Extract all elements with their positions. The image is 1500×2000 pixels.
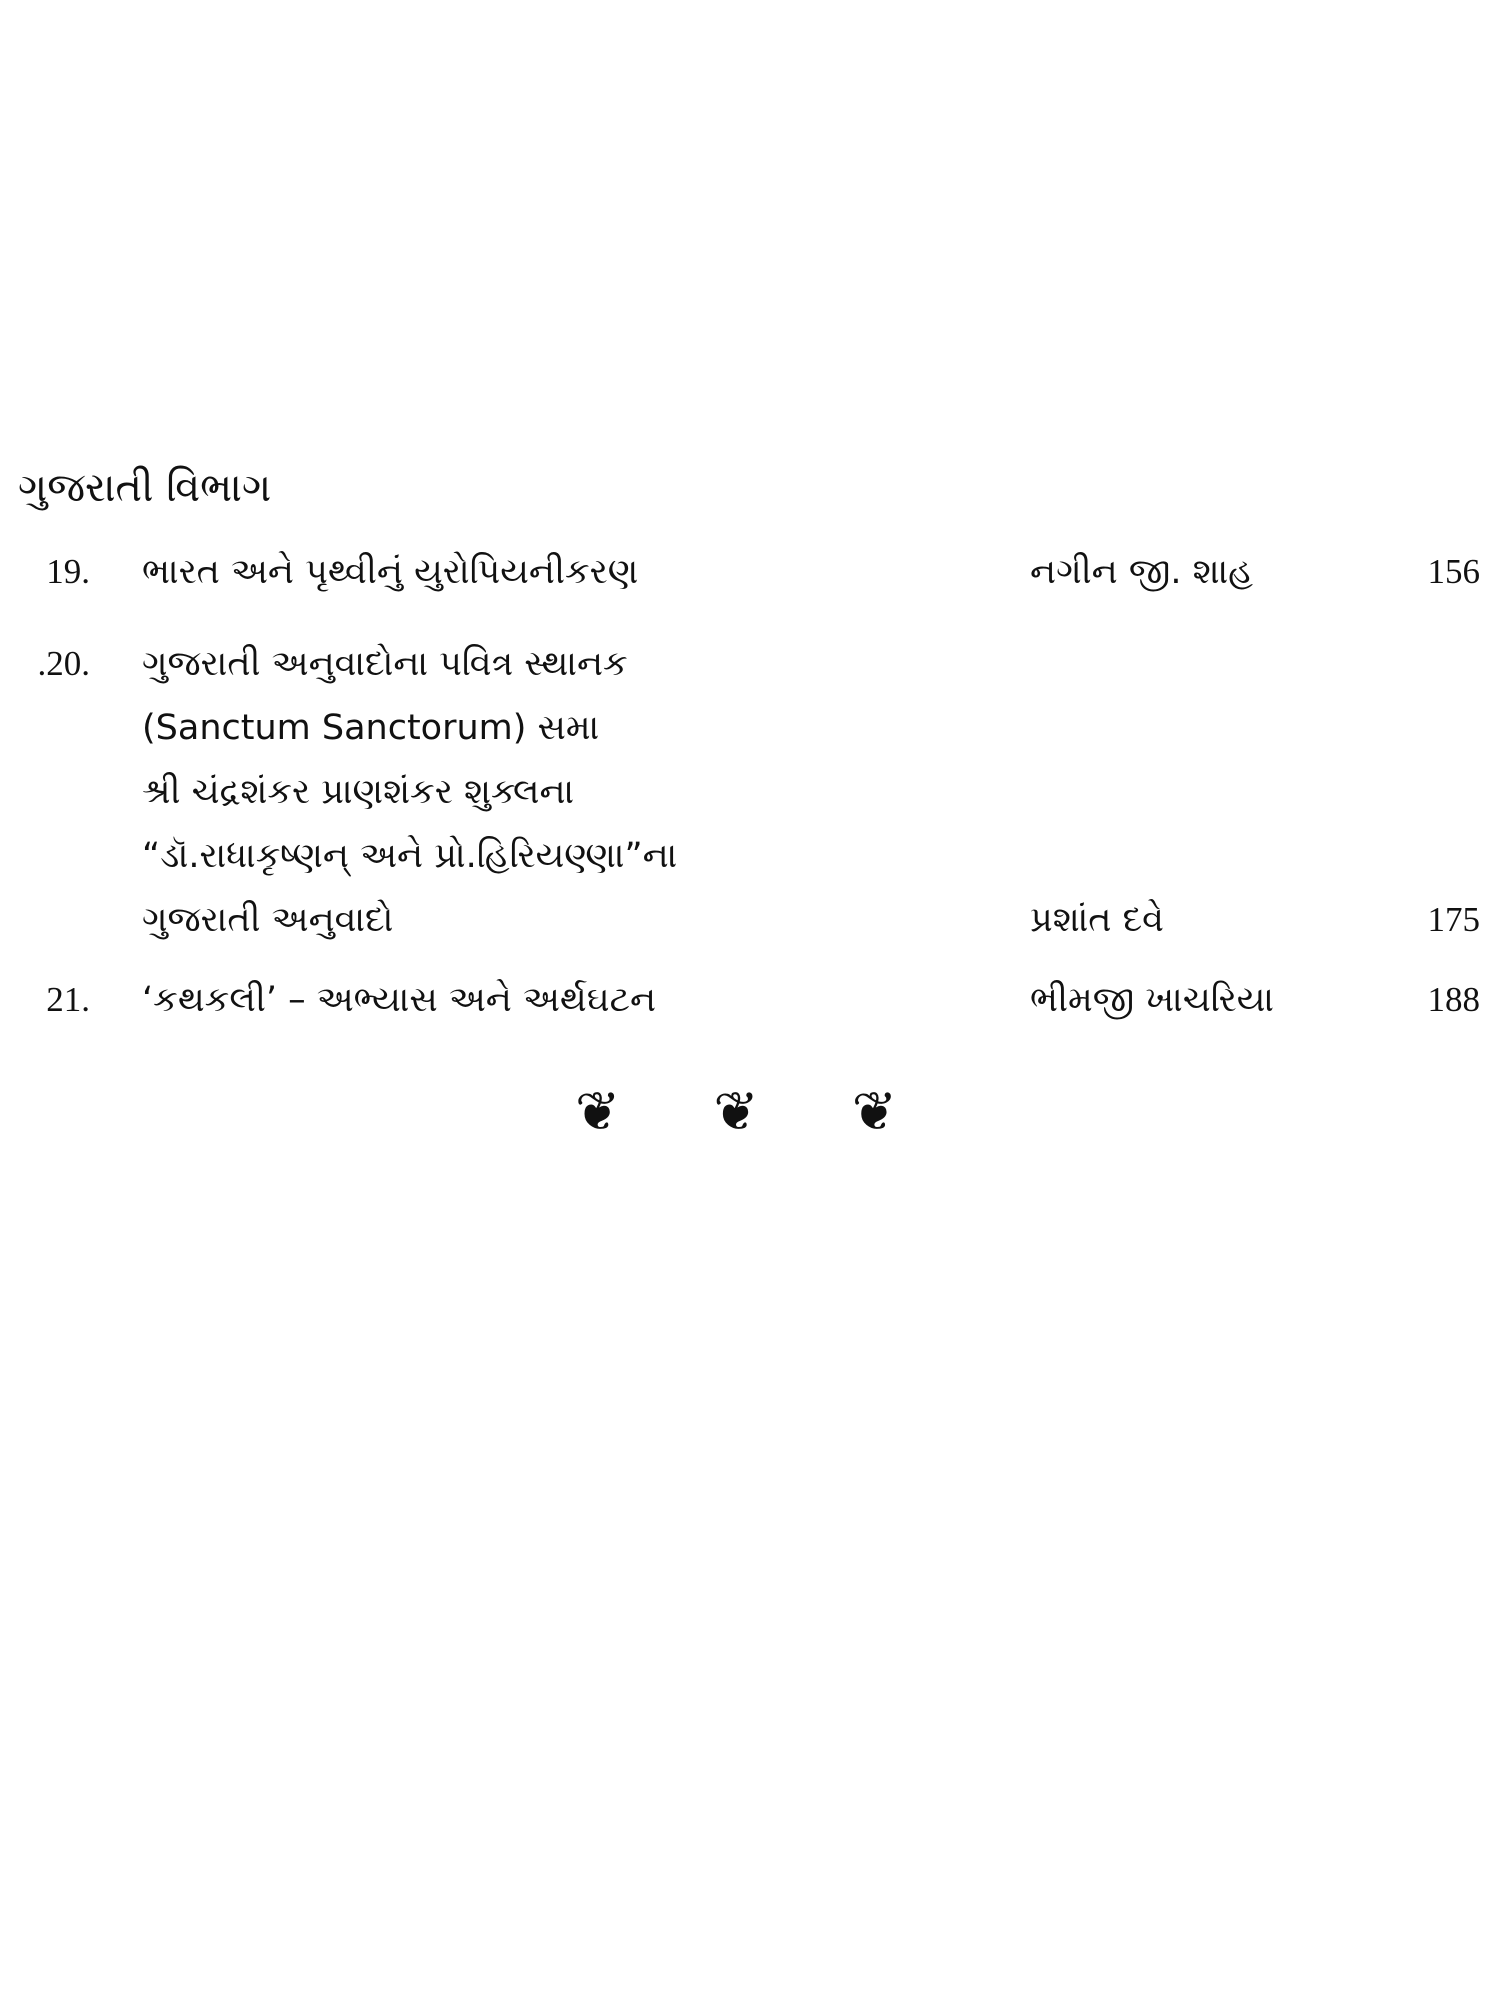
entry-number: .20. [37,644,90,683]
entry-title-line: ગુજરાતી અનુવાદો [142,900,394,940]
section-heading: ગુજરાતી વિભાગ [18,465,272,511]
entry-title-line: શ્રી ચંદ્રશંકર પ્રાણશંકર શુક્લના [142,772,575,812]
entry-title [142,540,992,604]
fleuron-ornament-icon: ❦ [574,1080,649,1143]
entry-number: 21. [46,980,90,1019]
fleuron-ornament-icon: ❦ [713,1080,787,1143]
entry-page-number: 156 [1427,552,1480,591]
fleuron-ornament-icon: ❦ [851,1080,926,1143]
entry-author: પ્રશાંત દવે [1030,900,1164,940]
entry-author: ભીમજી ખાચરિયા [1030,980,1274,1020]
ornament-divider [0,1080,1500,1144]
entry-title-line: ગુજરાતી અનુવાદોના પવિત્ર સ્થાનક [142,644,628,684]
entry-title-line: (Sanctum Sanctorum) સમા [142,708,600,748]
entry-author: નગીન જી. શાહ [1030,552,1254,592]
entry-page-number: 188 [1427,980,1480,1019]
entry-number: 19. [46,552,90,591]
entry-page-number: 175 [1427,900,1480,939]
entry-title [142,632,992,952]
entry-title [142,968,992,1032]
entry-title-line: “ડૉ.રાધાકૃષ્ણન્ અને પ્રો.હિરિયણ્ણા”ના [142,836,678,876]
entry-title-line: ભારત અને પૃથ્વીનું યુરોપિયનીકરણ [142,552,639,592]
entry-title-line: ‘કથકલી’ – અભ્યાસ અને અર્થઘટન [142,980,657,1020]
